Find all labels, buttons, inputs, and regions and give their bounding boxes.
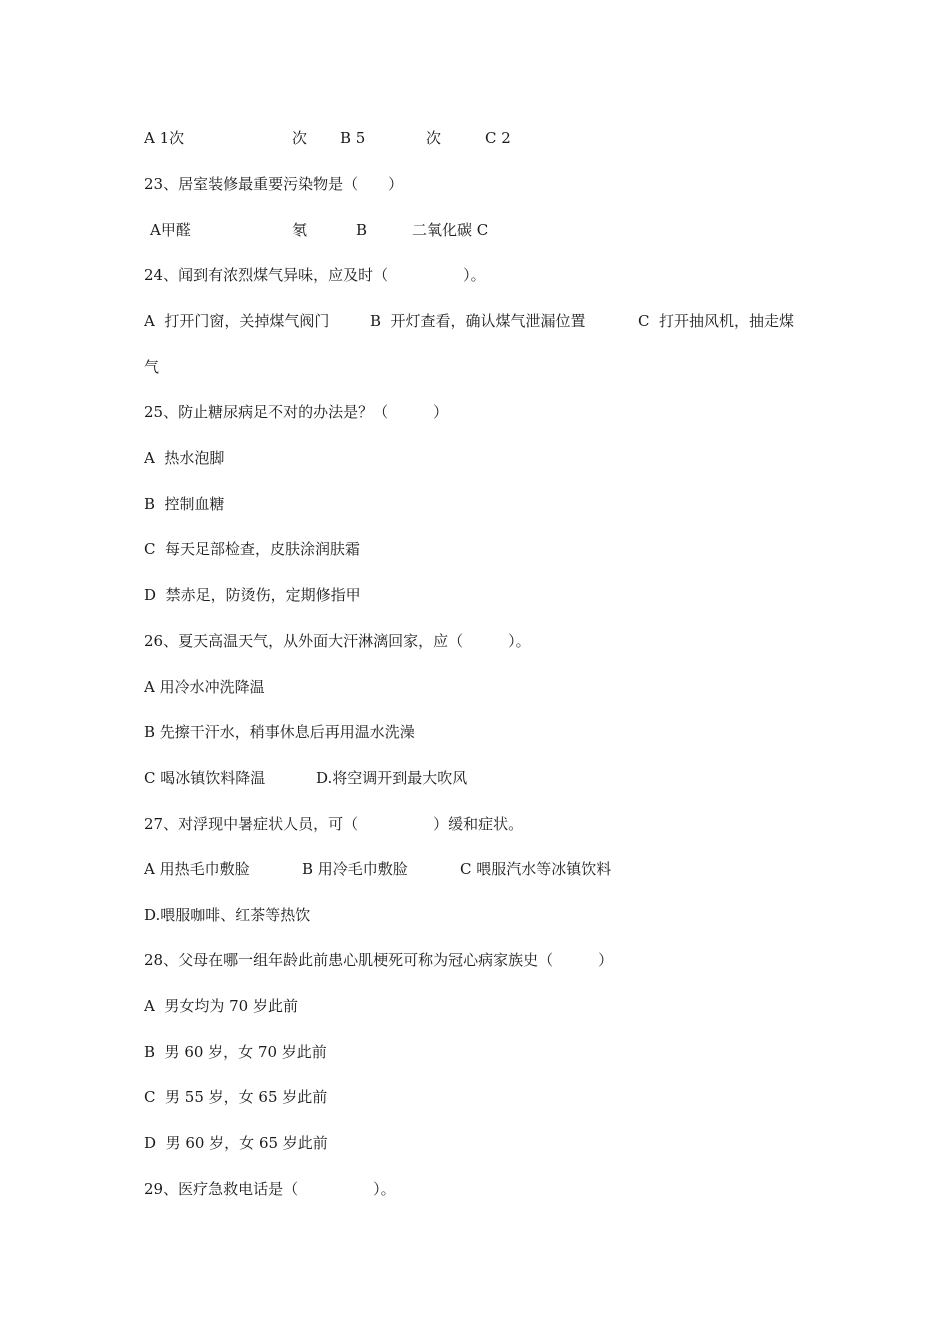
option-c: C 喂服汽水等冰镇饮料 bbox=[460, 860, 612, 878]
option-c: C 2 bbox=[485, 129, 511, 147]
option-d: D.喂服咖啡、红茶等热饮 bbox=[144, 906, 311, 924]
question-25: 25、防止糖尿病足不对的办法是？（ ） bbox=[144, 403, 449, 421]
option-a: A 热水泡脚 bbox=[144, 449, 225, 467]
question-26: 26、夏天高温天气，从外面大汗淋漓回家，应（ ）。 bbox=[144, 632, 531, 650]
option-a: A 用冷水冲洗降温 bbox=[144, 678, 265, 696]
option-b: B 男 60 岁，女 70 岁此前 bbox=[144, 1043, 327, 1061]
option-a: A 男女均为 70 岁此前 bbox=[144, 997, 298, 1015]
option-b: B 控制血糖 bbox=[144, 495, 225, 513]
options-row-q27 bbox=[144, 859, 612, 879]
options-row-q24 bbox=[144, 311, 795, 331]
option-c: C 打开抽风机，抽走煤 bbox=[638, 312, 795, 330]
option-b: B bbox=[356, 221, 368, 239]
option-d: D 禁赤足，防烫伤，定期修指甲 bbox=[144, 586, 361, 604]
option-a: A 用热毛巾敷脸 bbox=[144, 860, 250, 878]
options-row-q26-cd bbox=[144, 768, 468, 788]
option-b: B 开灯查看，确认煤气泄漏位置 bbox=[370, 312, 586, 330]
option-b: B 用冷毛巾敷脸 bbox=[302, 860, 408, 878]
option-c: C 男 55 岁，女 65 岁此前 bbox=[144, 1088, 328, 1106]
question-23: 23、居室装修最重要污染物是（ ） bbox=[144, 175, 404, 193]
question-28: 28、父母在哪一组年龄此前患心肌梗死可称为冠心病家族史（ ） bbox=[144, 951, 614, 969]
option-d: D.将空调开到最大吹风 bbox=[316, 769, 468, 787]
question-29: 29、医疗急救电话是（ ）。 bbox=[144, 1180, 396, 1198]
option-a: A 打开门窗，关掉煤气阀门 bbox=[144, 312, 330, 330]
option-a: A甲醛 bbox=[150, 221, 191, 239]
option-c: C 喝冰镇饮料降温 bbox=[144, 769, 266, 787]
option-b: B 先擦干汗水，稍事休息后再用温水洗澡 bbox=[144, 723, 415, 741]
option-b: B 5 bbox=[340, 129, 366, 147]
option-c: C 每天足部检查，皮肤涂润肤霜 bbox=[144, 540, 361, 558]
question-24: 24、闻到有浓烈煤气异味，应及时（ ）。 bbox=[144, 266, 486, 284]
option-a-unit: 次 bbox=[292, 129, 308, 147]
option-b-unit: 次 bbox=[426, 129, 442, 147]
question-27: 27、对浮现中暑症状人员，可（ ）缓和症状。 bbox=[144, 815, 524, 833]
option-a-extra: 氡 bbox=[292, 221, 308, 239]
option-d: D 男 60 岁，女 65 岁此前 bbox=[144, 1134, 328, 1152]
options-row-q22 bbox=[144, 128, 511, 148]
options-row-q23 bbox=[144, 220, 489, 240]
option-b-text: 二氧化碳 C bbox=[412, 221, 489, 239]
option-c-continuation: 气 bbox=[144, 358, 160, 376]
option-a: A 1次 bbox=[144, 129, 185, 147]
